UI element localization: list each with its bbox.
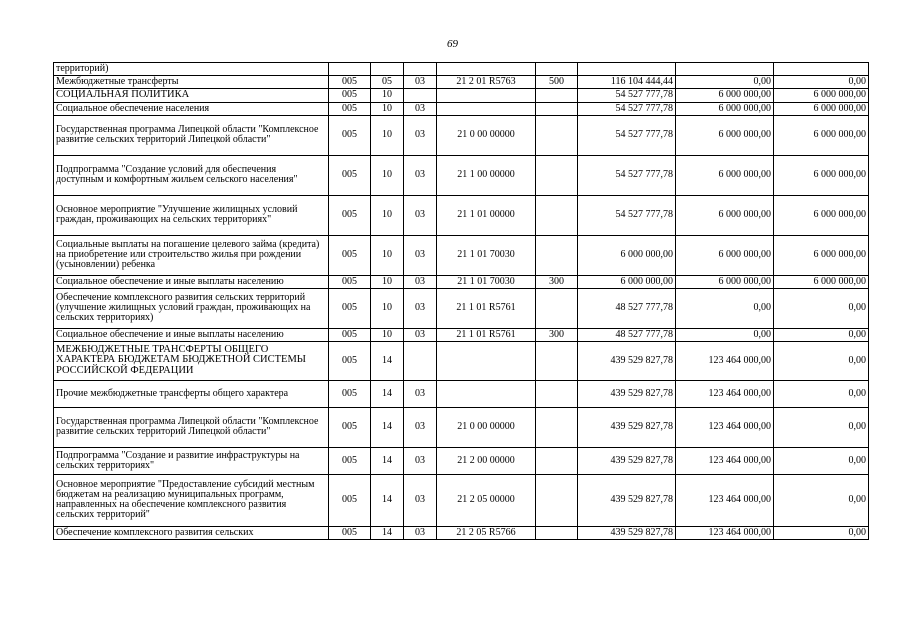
- row-section-code: 14: [371, 341, 404, 380]
- row-ved-code: 005: [329, 447, 371, 474]
- row-expense-type: [536, 341, 578, 380]
- row-expense-type: 300: [536, 275, 578, 288]
- row-subsection-code: 03: [404, 76, 437, 89]
- row-section-code: 14: [371, 474, 404, 526]
- row-target-article: [437, 89, 536, 103]
- row-expense-type: [536, 380, 578, 407]
- row-ved-code: 005: [329, 380, 371, 407]
- row-sum-year3: 6 000 000,00: [774, 195, 869, 235]
- row-name: Государственная программа Липецкой области "Комплексное развитие сельских территорий Липецкой области": [54, 407, 329, 447]
- row-sum-year3: 0,00: [774, 526, 869, 539]
- row-sum-year1: 48 527 777,78: [578, 328, 676, 341]
- row-subsection-code: 03: [404, 447, 437, 474]
- row-subsection-code: 03: [404, 275, 437, 288]
- table-row: [54, 155, 869, 195]
- row-subsection-code: 03: [404, 155, 437, 195]
- row-expense-type: [536, 115, 578, 155]
- row-target-article: 21 2 01 R5763: [437, 76, 536, 89]
- row-name: Социальные выплаты на погашение целевого займа (кредита) на приобретение или строительство жилья при рождении (усыновлении) ребенка: [54, 235, 329, 275]
- row-ved-code: 005: [329, 288, 371, 328]
- row-sum-year1: 48 527 777,78: [578, 288, 676, 328]
- row-subsection-code: 03: [404, 328, 437, 341]
- row-sum-year3: 0,00: [774, 341, 869, 380]
- row-sum-year2: 123 464 000,00: [676, 447, 774, 474]
- row-sum-year3: 6 000 000,00: [774, 155, 869, 195]
- table-row: [54, 341, 869, 380]
- row-name: Обеспечение комплексного развития сельских: [54, 526, 329, 539]
- row-target-article: 21 1 01 70030: [437, 275, 536, 288]
- row-sum-year2: 0,00: [676, 328, 774, 341]
- row-sum-year1: 6 000 000,00: [578, 275, 676, 288]
- row-section-code: 10: [371, 235, 404, 275]
- row-subsection-code: 03: [404, 407, 437, 447]
- row-ved-code: 005: [329, 235, 371, 275]
- table-row: [54, 328, 869, 341]
- row-sum-year2: 123 464 000,00: [676, 407, 774, 447]
- row-sum-year2: 123 464 000,00: [676, 380, 774, 407]
- row-sum-year3: 0,00: [774, 447, 869, 474]
- row-expense-type: [536, 288, 578, 328]
- row-subsection-code: 03: [404, 526, 437, 539]
- row-sum-year2: 123 464 000,00: [676, 474, 774, 526]
- row-name: Подпрограмма "Создание условий для обеспечения доступным и комфортным жильем сельского населения": [54, 155, 329, 195]
- row-sum-year2: 6 000 000,00: [676, 275, 774, 288]
- row-target-article: [437, 63, 536, 76]
- row-sum-year3: 0,00: [774, 288, 869, 328]
- row-section-code: 05: [371, 76, 404, 89]
- table-row: [54, 447, 869, 474]
- row-name: Основное мероприятие "Предоставление субсидий местным бюджетам на реализацию муниципальных программ, направленных на обеспечение комплексного развития сельских территорий": [54, 474, 329, 526]
- table-row: [54, 474, 869, 526]
- row-section-code: 10: [371, 328, 404, 341]
- row-expense-type: [536, 102, 578, 115]
- row-name: Прочие межбюджетные трансферты общего характера: [54, 380, 329, 407]
- row-target-article: 21 0 00 00000: [437, 407, 536, 447]
- row-sum-year1: 439 529 827,78: [578, 526, 676, 539]
- row-target-article: 21 1 01 R5761: [437, 328, 536, 341]
- row-sum-year1: 439 529 827,78: [578, 447, 676, 474]
- row-sum-year3: 6 000 000,00: [774, 89, 869, 103]
- row-section-code: 10: [371, 115, 404, 155]
- row-target-article: 21 1 01 R5761: [437, 288, 536, 328]
- table-row: [54, 235, 869, 275]
- row-ved-code: 005: [329, 407, 371, 447]
- table-row: [54, 76, 869, 89]
- row-name: Подпрограмма "Создание и развитие инфраструктуры на сельских территориях": [54, 447, 329, 474]
- row-section-code: 10: [371, 102, 404, 115]
- table-row: [54, 63, 869, 76]
- row-subsection-code: 03: [404, 115, 437, 155]
- table-row: [54, 102, 869, 115]
- budget-table: [53, 62, 869, 540]
- row-sum-year1: 54 527 777,78: [578, 89, 676, 103]
- row-sum-year1: 439 529 827,78: [578, 380, 676, 407]
- row-name: Социальное обеспечение и иные выплаты населению: [54, 328, 329, 341]
- row-section-code: 14: [371, 447, 404, 474]
- row-name: Основное мероприятие "Улучшение жилищных условий граждан, проживающих на сельских территориях": [54, 195, 329, 235]
- page-number: 69: [447, 38, 458, 50]
- row-sum-year3: 0,00: [774, 407, 869, 447]
- row-target-article: 21 1 01 00000: [437, 195, 536, 235]
- table-row: [54, 195, 869, 235]
- row-sum-year2: 6 000 000,00: [676, 115, 774, 155]
- row-subsection-code: 03: [404, 102, 437, 115]
- row-sum-year1: 439 529 827,78: [578, 407, 676, 447]
- row-ved-code: 005: [329, 341, 371, 380]
- row-ved-code: [329, 63, 371, 76]
- row-expense-type: [536, 447, 578, 474]
- row-ved-code: 005: [329, 89, 371, 103]
- row-sum-year2: 123 464 000,00: [676, 341, 774, 380]
- row-expense-type: [536, 474, 578, 526]
- row-sum-year2: 0,00: [676, 288, 774, 328]
- row-expense-type: [536, 89, 578, 103]
- row-sum-year3: 0,00: [774, 474, 869, 526]
- row-expense-type: 500: [536, 76, 578, 89]
- row-subsection-code: [404, 63, 437, 76]
- row-sum-year2: 123 464 000,00: [676, 526, 774, 539]
- row-section-code: 14: [371, 380, 404, 407]
- row-sum-year2: 6 000 000,00: [676, 195, 774, 235]
- row-ved-code: 005: [329, 328, 371, 341]
- row-sum-year3: 0,00: [774, 328, 869, 341]
- row-target-article: 21 2 05 R5766: [437, 526, 536, 539]
- row-expense-type: [536, 63, 578, 76]
- row-name: Обеспечение комплексного развития сельских территорий (улучшение жилищных условий граждан, проживающих на сельских территориях): [54, 288, 329, 328]
- row-target-article: [437, 102, 536, 115]
- row-sum-year2: 6 000 000,00: [676, 102, 774, 115]
- row-sum-year3: 6 000 000,00: [774, 235, 869, 275]
- row-sum-year3: [774, 63, 869, 76]
- row-section-code: 10: [371, 275, 404, 288]
- row-sum-year3: 6 000 000,00: [774, 115, 869, 155]
- row-expense-type: [536, 155, 578, 195]
- row-sum-year2: 6 000 000,00: [676, 235, 774, 275]
- row-subsection-code: [404, 341, 437, 380]
- row-expense-type: [536, 526, 578, 539]
- row-subsection-code: 03: [404, 235, 437, 275]
- table-row: [54, 380, 869, 407]
- row-section-code: 10: [371, 155, 404, 195]
- table-row: [54, 89, 869, 103]
- row-ved-code: 005: [329, 155, 371, 195]
- table-row: [54, 526, 869, 539]
- row-section-code: 14: [371, 407, 404, 447]
- row-expense-type: [536, 235, 578, 275]
- row-section-code: 10: [371, 89, 404, 103]
- row-sum-year3: 0,00: [774, 380, 869, 407]
- row-expense-type: 300: [536, 328, 578, 341]
- row-name: МЕЖБЮДЖЕТНЫЕ ТРАНСФЕРТЫ ОБЩЕГО ХАРАКТЕРА БЮДЖЕТАМ БЮДЖЕТНОЙ СИСТЕМЫ РОССИЙСКОЙ ФЕДЕРАЦИИ: [54, 341, 329, 380]
- row-target-article: [437, 380, 536, 407]
- row-sum-year1: 54 527 777,78: [578, 115, 676, 155]
- row-name: СОЦИАЛЬНАЯ ПОЛИТИКА: [54, 89, 329, 103]
- row-target-article: 21 1 00 00000: [437, 155, 536, 195]
- row-sum-year2: 6 000 000,00: [676, 155, 774, 195]
- row-sum-year1: 116 104 444,44: [578, 76, 676, 89]
- row-name: территорий): [54, 63, 329, 76]
- row-sum-year3: 0,00: [774, 76, 869, 89]
- table-row: [54, 407, 869, 447]
- row-ved-code: 005: [329, 195, 371, 235]
- row-sum-year1: [578, 63, 676, 76]
- row-section-code: [371, 63, 404, 76]
- row-target-article: 21 0 00 00000: [437, 115, 536, 155]
- table-row: [54, 288, 869, 328]
- row-expense-type: [536, 195, 578, 235]
- row-name: Межбюджетные трансферты: [54, 76, 329, 89]
- table-row: [54, 115, 869, 155]
- row-sum-year2: 0,00: [676, 76, 774, 89]
- row-ved-code: 005: [329, 102, 371, 115]
- row-target-article: 21 1 01 70030: [437, 235, 536, 275]
- row-subsection-code: 03: [404, 474, 437, 526]
- row-subsection-code: 03: [404, 195, 437, 235]
- row-subsection-code: [404, 89, 437, 103]
- row-ved-code: 005: [329, 526, 371, 539]
- row-section-code: 10: [371, 288, 404, 328]
- row-sum-year1: 54 527 777,78: [578, 195, 676, 235]
- row-section-code: 10: [371, 195, 404, 235]
- row-name: Социальное обеспечение населения: [54, 102, 329, 115]
- row-subsection-code: 03: [404, 380, 437, 407]
- row-sum-year3: 6 000 000,00: [774, 102, 869, 115]
- row-target-article: 21 2 00 00000: [437, 447, 536, 474]
- row-ved-code: 005: [329, 474, 371, 526]
- row-ved-code: 005: [329, 275, 371, 288]
- row-sum-year2: [676, 63, 774, 76]
- row-name: Государственная программа Липецкой области "Комплексное развитие сельских территорий Липецкой области": [54, 115, 329, 155]
- row-sum-year1: 54 527 777,78: [578, 102, 676, 115]
- row-expense-type: [536, 407, 578, 447]
- row-sum-year2: 6 000 000,00: [676, 89, 774, 103]
- row-ved-code: 005: [329, 115, 371, 155]
- table-row: [54, 275, 869, 288]
- row-sum-year1: 439 529 827,78: [578, 341, 676, 380]
- row-subsection-code: 03: [404, 288, 437, 328]
- row-sum-year1: 439 529 827,78: [578, 474, 676, 526]
- row-section-code: 14: [371, 526, 404, 539]
- row-sum-year1: 54 527 777,78: [578, 155, 676, 195]
- row-ved-code: 005: [329, 76, 371, 89]
- row-sum-year3: 6 000 000,00: [774, 275, 869, 288]
- row-target-article: 21 2 05 00000: [437, 474, 536, 526]
- row-name: Социальное обеспечение и иные выплаты населению: [54, 275, 329, 288]
- row-target-article: [437, 341, 536, 380]
- row-sum-year1: 6 000 000,00: [578, 235, 676, 275]
